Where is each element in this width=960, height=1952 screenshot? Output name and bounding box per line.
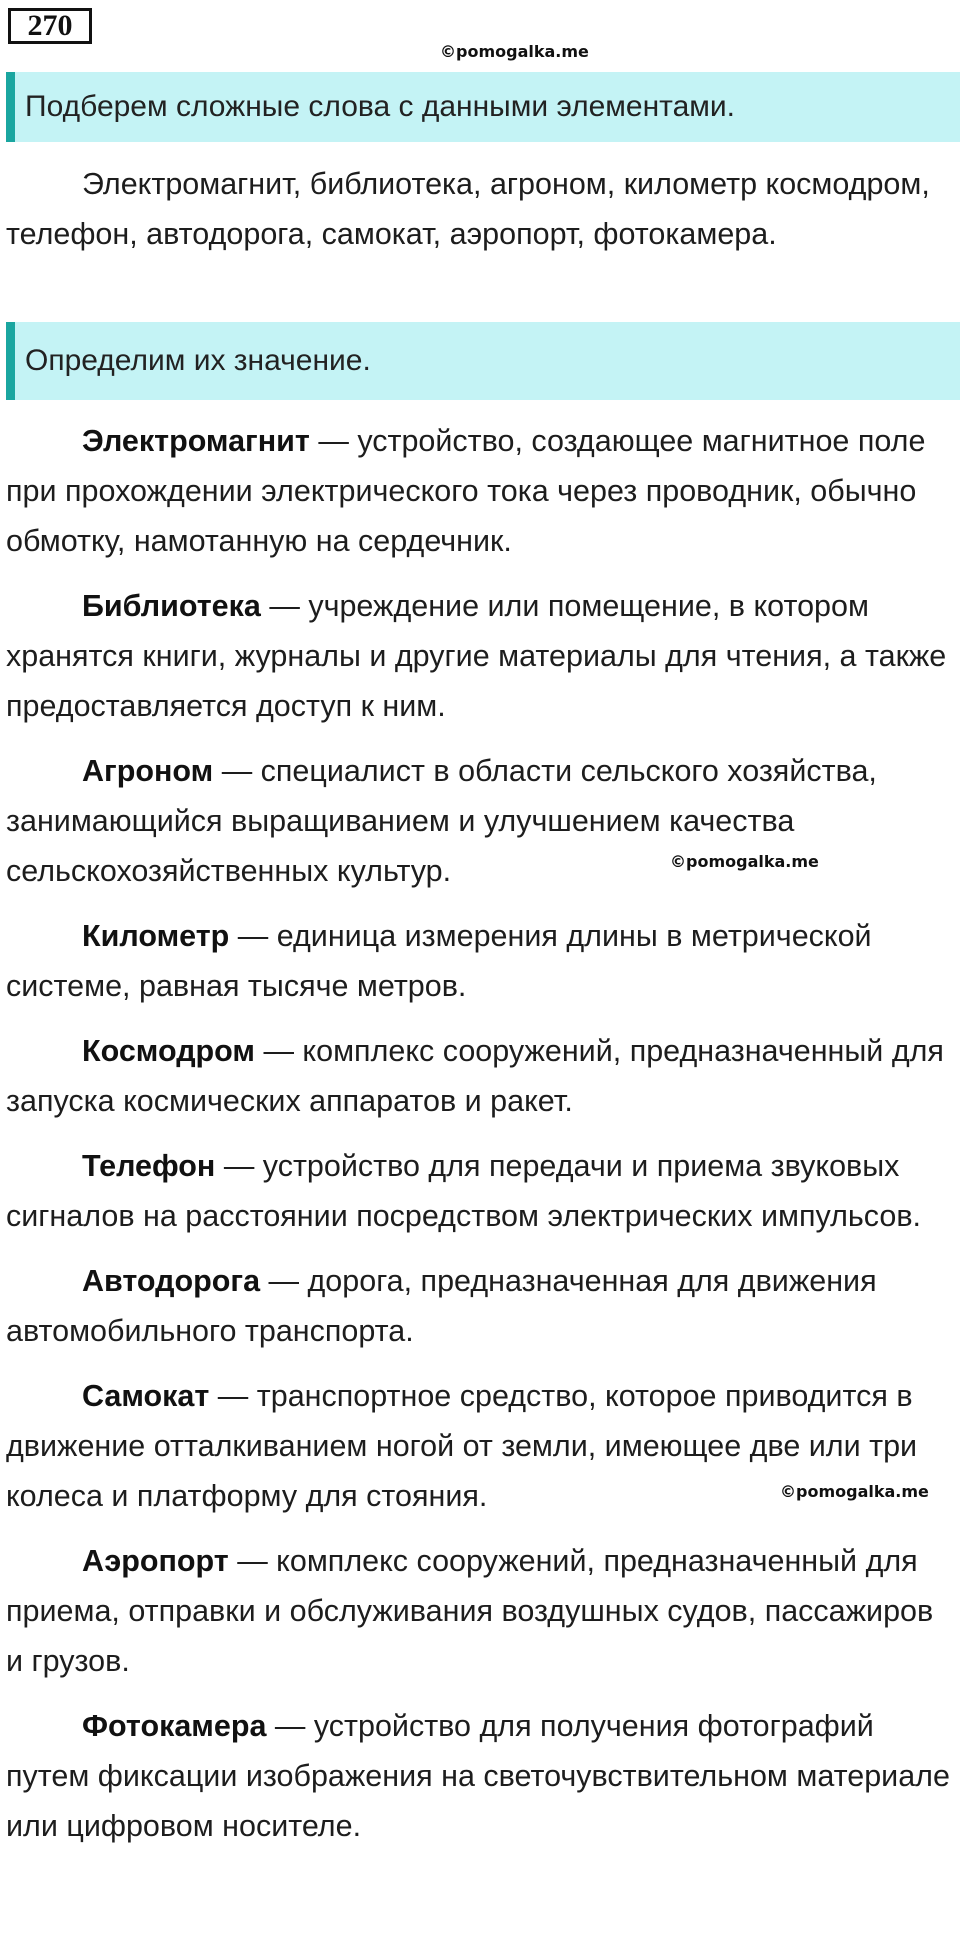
section-heading-meanings bbox=[6, 322, 960, 400]
definition-text: — учреждение или помещение, в котором хранятся книги, журналы и другие материалы для чтения, а также предоставляется доступ к ним. bbox=[6, 589, 947, 723]
watermark-lower: ©pomogalka.me bbox=[780, 1482, 929, 1501]
definition-term: Библиотека bbox=[82, 589, 261, 623]
definition-term: Телефон bbox=[82, 1149, 216, 1183]
definitions-list bbox=[6, 416, 956, 1851]
definition-text: — устройство, создающее магнитное поле при прохождении электрического тока через проводник, обычно обмотку, намотанную на сердечник. bbox=[6, 424, 926, 558]
definition-term: Фотокамера bbox=[82, 1709, 267, 1743]
watermark-top: ©pomogalka.me bbox=[440, 42, 589, 61]
definition-text: — специалист в области сельского хозяйства, занимающийся выращиванием и улучшением качества сельскохозяйственных культур. bbox=[6, 754, 877, 888]
definition-term: Электромагнит bbox=[82, 424, 310, 458]
definition-text: — единица измерения длины в метрической системе, равная тысяче метров. bbox=[6, 919, 872, 1003]
definition-cosmodrome bbox=[6, 1026, 956, 1126]
definition-text: — комплекс сооружений, предназначенный для запуска космических аппаратов и ракет. bbox=[6, 1034, 944, 1118]
task-number: 270 bbox=[8, 8, 92, 44]
definition-term: Аэропорт bbox=[82, 1544, 229, 1578]
definition-text: — устройство для получения фотографий путем фиксации изображения на светочувствительном материале или цифровом носителе. bbox=[6, 1709, 950, 1843]
definition-airport bbox=[6, 1536, 956, 1686]
definition-electromagnet bbox=[6, 416, 956, 566]
definition-motorway bbox=[6, 1256, 956, 1356]
section-heading-compound-words bbox=[6, 72, 960, 142]
definition-text: — комплекс сооружений, предназначенный для приема, отправки и обслуживания воздушных судов, пассажиров и грузов. bbox=[6, 1544, 934, 1678]
definition-telephone bbox=[6, 1141, 956, 1241]
words-list-block bbox=[6, 159, 956, 259]
section-heading-text: Определим их значение. bbox=[25, 344, 371, 377]
definition-term: Километр bbox=[82, 919, 230, 953]
section-heading-text: Подберем сложные слова с данными элементами. bbox=[25, 90, 735, 123]
definition-term: Агроном bbox=[82, 754, 214, 788]
definition-agronomist bbox=[6, 746, 956, 896]
definition-term: Автодорога bbox=[82, 1264, 261, 1298]
definition-text: — дорога, предназначенная для движения автомобильного транспорта. bbox=[6, 1264, 877, 1348]
definition-camera bbox=[6, 1701, 956, 1851]
definition-kilometer bbox=[6, 911, 956, 1011]
definition-text: — устройство для передачи и приема звуковых сигналов на расстоянии посредством электрических импульсов. bbox=[6, 1149, 921, 1233]
definition-term: Космодром bbox=[82, 1034, 255, 1068]
definition-library bbox=[6, 581, 956, 731]
definition-text: — транспортное средство, которое приводится в движение отталкиванием ногой от земли, имеющее две или три колеса и платформу для стояния. bbox=[6, 1379, 918, 1513]
definition-term: Самокат bbox=[82, 1379, 210, 1413]
watermark-middle: ©pomogalka.me bbox=[670, 852, 819, 871]
definition-scooter bbox=[6, 1371, 956, 1521]
words-list: Электромагнит, библиотека, агроном, километр космодром, телефон, автодорога, самокат, аэропорт, фотокамера. bbox=[6, 167, 930, 251]
